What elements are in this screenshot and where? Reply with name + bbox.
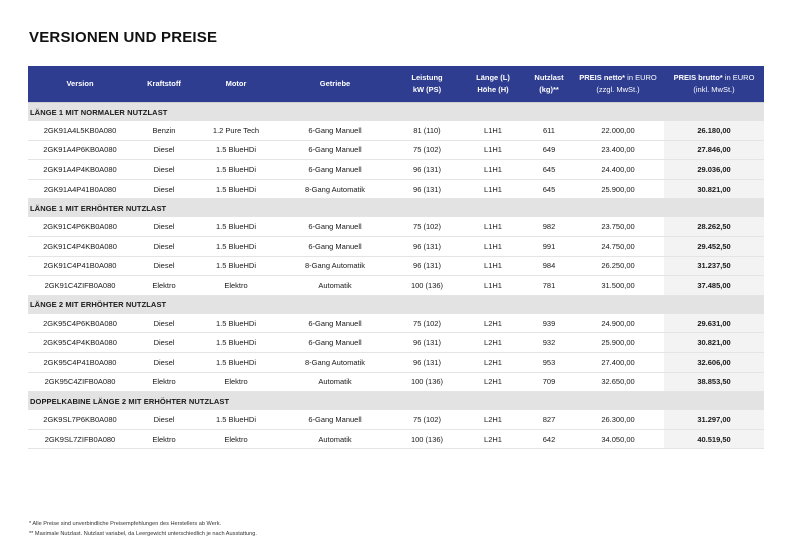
cell-getriebe: 6-Gang Manuell [276, 236, 394, 256]
section-header-row [28, 295, 764, 314]
cell-version: 2GK91C4P4KB0A080 [28, 236, 132, 256]
col-header-preis-netto: PREIS netto* in EURO (zzgl. MwSt.) [579, 73, 657, 94]
section-header-row [28, 103, 764, 122]
cell-version: 2GK9SL7P6KB0A080 [28, 410, 132, 429]
cell-nutzlast: 649 [526, 140, 572, 160]
section-label: LÄNGE 2 MIT ERHÖHTER NUTZLAST [28, 295, 764, 314]
table-row [28, 352, 764, 372]
cell-kraftstoff: Diesel [132, 179, 196, 199]
cell-kraftstoff: Diesel [132, 333, 196, 353]
cell-brutto: 29.631,00 [664, 314, 764, 333]
footnotes [29, 520, 257, 539]
cell-version: 2GK91C4P6KB0A080 [28, 217, 132, 236]
cell-getriebe: 6-Gang Manuell [276, 121, 394, 140]
cell-kraftstoff: Elektro [132, 276, 196, 296]
cell-nutzlast: 781 [526, 276, 572, 296]
cell-getriebe: Automatik [276, 372, 394, 392]
cell-motor: 1.5 BlueHDi [196, 256, 276, 276]
cell-leistung: 100 (136) [394, 429, 460, 449]
cell-nutzlast: 642 [526, 429, 572, 449]
cell-netto: 34.050,00 [572, 429, 664, 449]
cell-nutzlast: 953 [526, 352, 572, 372]
cell-kraftstoff: Diesel [132, 236, 196, 256]
cell-leistung: 75 (102) [394, 217, 460, 236]
cell-kraftstoff: Diesel [132, 140, 196, 160]
cell-getriebe: 8-Gang Automatik [276, 179, 394, 199]
cell-leistung: 96 (131) [394, 352, 460, 372]
cell-leistung: 100 (136) [394, 372, 460, 392]
cell-brutto: 32.606,00 [664, 352, 764, 372]
cell-kraftstoff: Diesel [132, 410, 196, 429]
cell-lh: L2H1 [460, 410, 526, 429]
col-header-version: Version [66, 79, 94, 88]
cell-motor: 1.5 BlueHDi [196, 160, 276, 180]
cell-lh: L2H1 [460, 372, 526, 392]
cell-version: 2GK91A4P41B0A080 [28, 179, 132, 199]
cell-version: 2GK95C4P4KB0A080 [28, 333, 132, 353]
col-header-nutzlast: Nutzlast (kg)** [534, 73, 564, 94]
cell-nutzlast: 991 [526, 236, 572, 256]
cell-motor: Elektro [196, 372, 276, 392]
cell-nutzlast: 827 [526, 410, 572, 429]
col-header-kraftstoff: Kraftstoff [147, 79, 181, 88]
cell-kraftstoff: Diesel [132, 160, 196, 180]
cell-netto: 24.750,00 [572, 236, 664, 256]
table-row [28, 276, 764, 296]
table-row [28, 121, 764, 140]
cell-motor: 1.5 BlueHDi [196, 314, 276, 333]
cell-brutto: 38.853,50 [664, 372, 764, 392]
cell-netto: 24.900,00 [572, 314, 664, 333]
cell-brutto: 29.036,00 [664, 160, 764, 180]
cell-brutto: 37.485,00 [664, 276, 764, 296]
cell-nutzlast: 939 [526, 314, 572, 333]
cell-leistung: 96 (131) [394, 236, 460, 256]
cell-leistung: 96 (131) [394, 160, 460, 180]
table-row [28, 140, 764, 160]
cell-nutzlast: 932 [526, 333, 572, 353]
cell-leistung: 81 (110) [394, 121, 460, 140]
footnote: * Alle Preise sind unverbindliche Preisempfehlungen des Herstellers ab Werk. [29, 521, 222, 527]
cell-netto: 22.000,00 [572, 121, 664, 140]
cell-brutto: 31.297,00 [664, 410, 764, 429]
cell-version: 2GK91C4P41B0A080 [28, 256, 132, 276]
section-label: LÄNGE 1 MIT NORMALER NUTZLAST [28, 103, 764, 122]
cell-motor: 1.2 Pure Tech [196, 121, 276, 140]
page-title: VERSIONEN UND PREISE [29, 29, 218, 46]
cell-kraftstoff: Diesel [132, 217, 196, 236]
section-label: DOPPELKABINE LÄNGE 2 MIT ERHÖHTER NUTZLAST [28, 392, 764, 411]
cell-nutzlast: 645 [526, 179, 572, 199]
cell-brutto: 30.821,00 [664, 179, 764, 199]
cell-motor: Elektro [196, 276, 276, 296]
cell-netto: 24.400,00 [572, 160, 664, 180]
table-row [28, 256, 764, 276]
cell-nutzlast: 982 [526, 217, 572, 236]
footnote: ** Maximale Nutzlast. Nutzlast variabel, da Leergewicht unterschiedlich je nach Ausstattung. [29, 530, 257, 537]
col-header-laenge-hoehe: Länge (L) Höhe (H) [476, 73, 510, 94]
cell-getriebe: 6-Gang Manuell [276, 217, 394, 236]
table-header-row [28, 66, 764, 103]
cell-version: 2GK91A4P6KB0A080 [28, 140, 132, 160]
section-header-row [28, 199, 764, 218]
cell-nutzlast: 645 [526, 160, 572, 180]
cell-netto: 23.400,00 [572, 140, 664, 160]
cell-motor: 1.5 BlueHDi [196, 140, 276, 160]
cell-motor: 1.5 BlueHDi [196, 333, 276, 353]
cell-lh: L1H1 [460, 236, 526, 256]
cell-getriebe: Automatik [276, 429, 394, 449]
col-header-leistung: Leistung kW (PS) [411, 73, 443, 94]
cell-lh: L2H1 [460, 314, 526, 333]
cell-netto: 26.250,00 [572, 256, 664, 276]
cell-getriebe: 6-Gang Manuell [276, 140, 394, 160]
cell-leistung: 96 (131) [394, 333, 460, 353]
table-row [28, 217, 764, 236]
cell-motor: 1.5 BlueHDi [196, 236, 276, 256]
cell-leistung: 96 (131) [394, 179, 460, 199]
cell-leistung: 75 (102) [394, 140, 460, 160]
table-row [28, 160, 764, 180]
cell-netto: 32.650,00 [572, 372, 664, 392]
table-body [28, 103, 764, 449]
table-row [28, 236, 764, 256]
cell-kraftstoff: Diesel [132, 256, 196, 276]
cell-getriebe: 8-Gang Automatik [276, 256, 394, 276]
cell-lh: L2H1 [460, 429, 526, 449]
cell-version: 2GK91C4ZIFB0A080 [28, 276, 132, 296]
table-row [28, 314, 764, 333]
cell-lh: L1H1 [460, 179, 526, 199]
cell-kraftstoff: Elektro [132, 372, 196, 392]
table-row [28, 429, 764, 449]
cell-netto: 25.900,00 [572, 333, 664, 353]
cell-netto: 26.300,00 [572, 410, 664, 429]
cell-getriebe: 8-Gang Automatik [276, 352, 394, 372]
cell-version: 2GK95C4ZIFB0A080 [28, 372, 132, 392]
cell-brutto: 29.452,50 [664, 236, 764, 256]
cell-motor: 1.5 BlueHDi [196, 410, 276, 429]
cell-nutzlast: 611 [526, 121, 572, 140]
cell-nutzlast: 984 [526, 256, 572, 276]
section-label: LÄNGE 1 MIT ERHÖHTER NUTZLAST [28, 199, 764, 218]
cell-brutto: 30.821,00 [664, 333, 764, 353]
cell-lh: L1H1 [460, 121, 526, 140]
cell-leistung: 100 (136) [394, 276, 460, 296]
cell-kraftstoff: Elektro [132, 429, 196, 449]
cell-netto: 25.900,00 [572, 179, 664, 199]
cell-leistung: 75 (102) [394, 314, 460, 333]
cell-getriebe: 6-Gang Manuell [276, 314, 394, 333]
price-table [28, 66, 764, 449]
col-header-motor: Motor [225, 79, 247, 88]
cell-leistung: 96 (131) [394, 256, 460, 276]
col-header-preis-brutto: PREIS brutto* in EURO (inkl. MwSt.) [673, 73, 755, 94]
cell-brutto: 26.180,00 [664, 121, 764, 140]
section-header-row [28, 392, 764, 411]
cell-nutzlast: 709 [526, 372, 572, 392]
cell-kraftstoff: Benzin [132, 121, 196, 140]
cell-version: 2GK95C4P41B0A080 [28, 352, 132, 372]
cell-brutto: 31.237,50 [664, 256, 764, 276]
cell-getriebe: 6-Gang Manuell [276, 410, 394, 429]
cell-lh: L1H1 [460, 276, 526, 296]
cell-brutto: 27.846,00 [664, 140, 764, 160]
cell-netto: 23.750,00 [572, 217, 664, 236]
table-row [28, 333, 764, 353]
cell-getriebe: Automatik [276, 276, 394, 296]
cell-motor: Elektro [196, 429, 276, 449]
cell-version: 2GK91A4L5KB0A080 [28, 121, 132, 140]
cell-kraftstoff: Diesel [132, 314, 196, 333]
cell-kraftstoff: Diesel [132, 352, 196, 372]
cell-version: 2GK9SL7ZIFB0A080 [28, 429, 132, 449]
cell-lh: L1H1 [460, 160, 526, 180]
cell-version: 2GK95C4P6KB0A080 [28, 314, 132, 333]
cell-motor: 1.5 BlueHDi [196, 352, 276, 372]
col-header-getriebe: Getriebe [319, 79, 351, 88]
cell-lh: L1H1 [460, 140, 526, 160]
cell-getriebe: 6-Gang Manuell [276, 160, 394, 180]
cell-netto: 31.500,00 [572, 276, 664, 296]
cell-netto: 27.400,00 [572, 352, 664, 372]
cell-lh: L2H1 [460, 333, 526, 353]
cell-version: 2GK91A4P4KB0A080 [28, 160, 132, 180]
cell-brutto: 40.519,50 [664, 429, 764, 449]
cell-motor: 1.5 BlueHDi [196, 217, 276, 236]
cell-lh: L1H1 [460, 256, 526, 276]
table-row [28, 410, 764, 429]
table-row [28, 179, 764, 199]
cell-motor: 1.5 BlueHDi [196, 179, 276, 199]
table-row [28, 372, 764, 392]
cell-lh: L1H1 [460, 217, 526, 236]
cell-brutto: 28.262,50 [664, 217, 764, 236]
cell-leistung: 75 (102) [394, 410, 460, 429]
cell-lh: L2H1 [460, 352, 526, 372]
cell-getriebe: 6-Gang Manuell [276, 333, 394, 353]
